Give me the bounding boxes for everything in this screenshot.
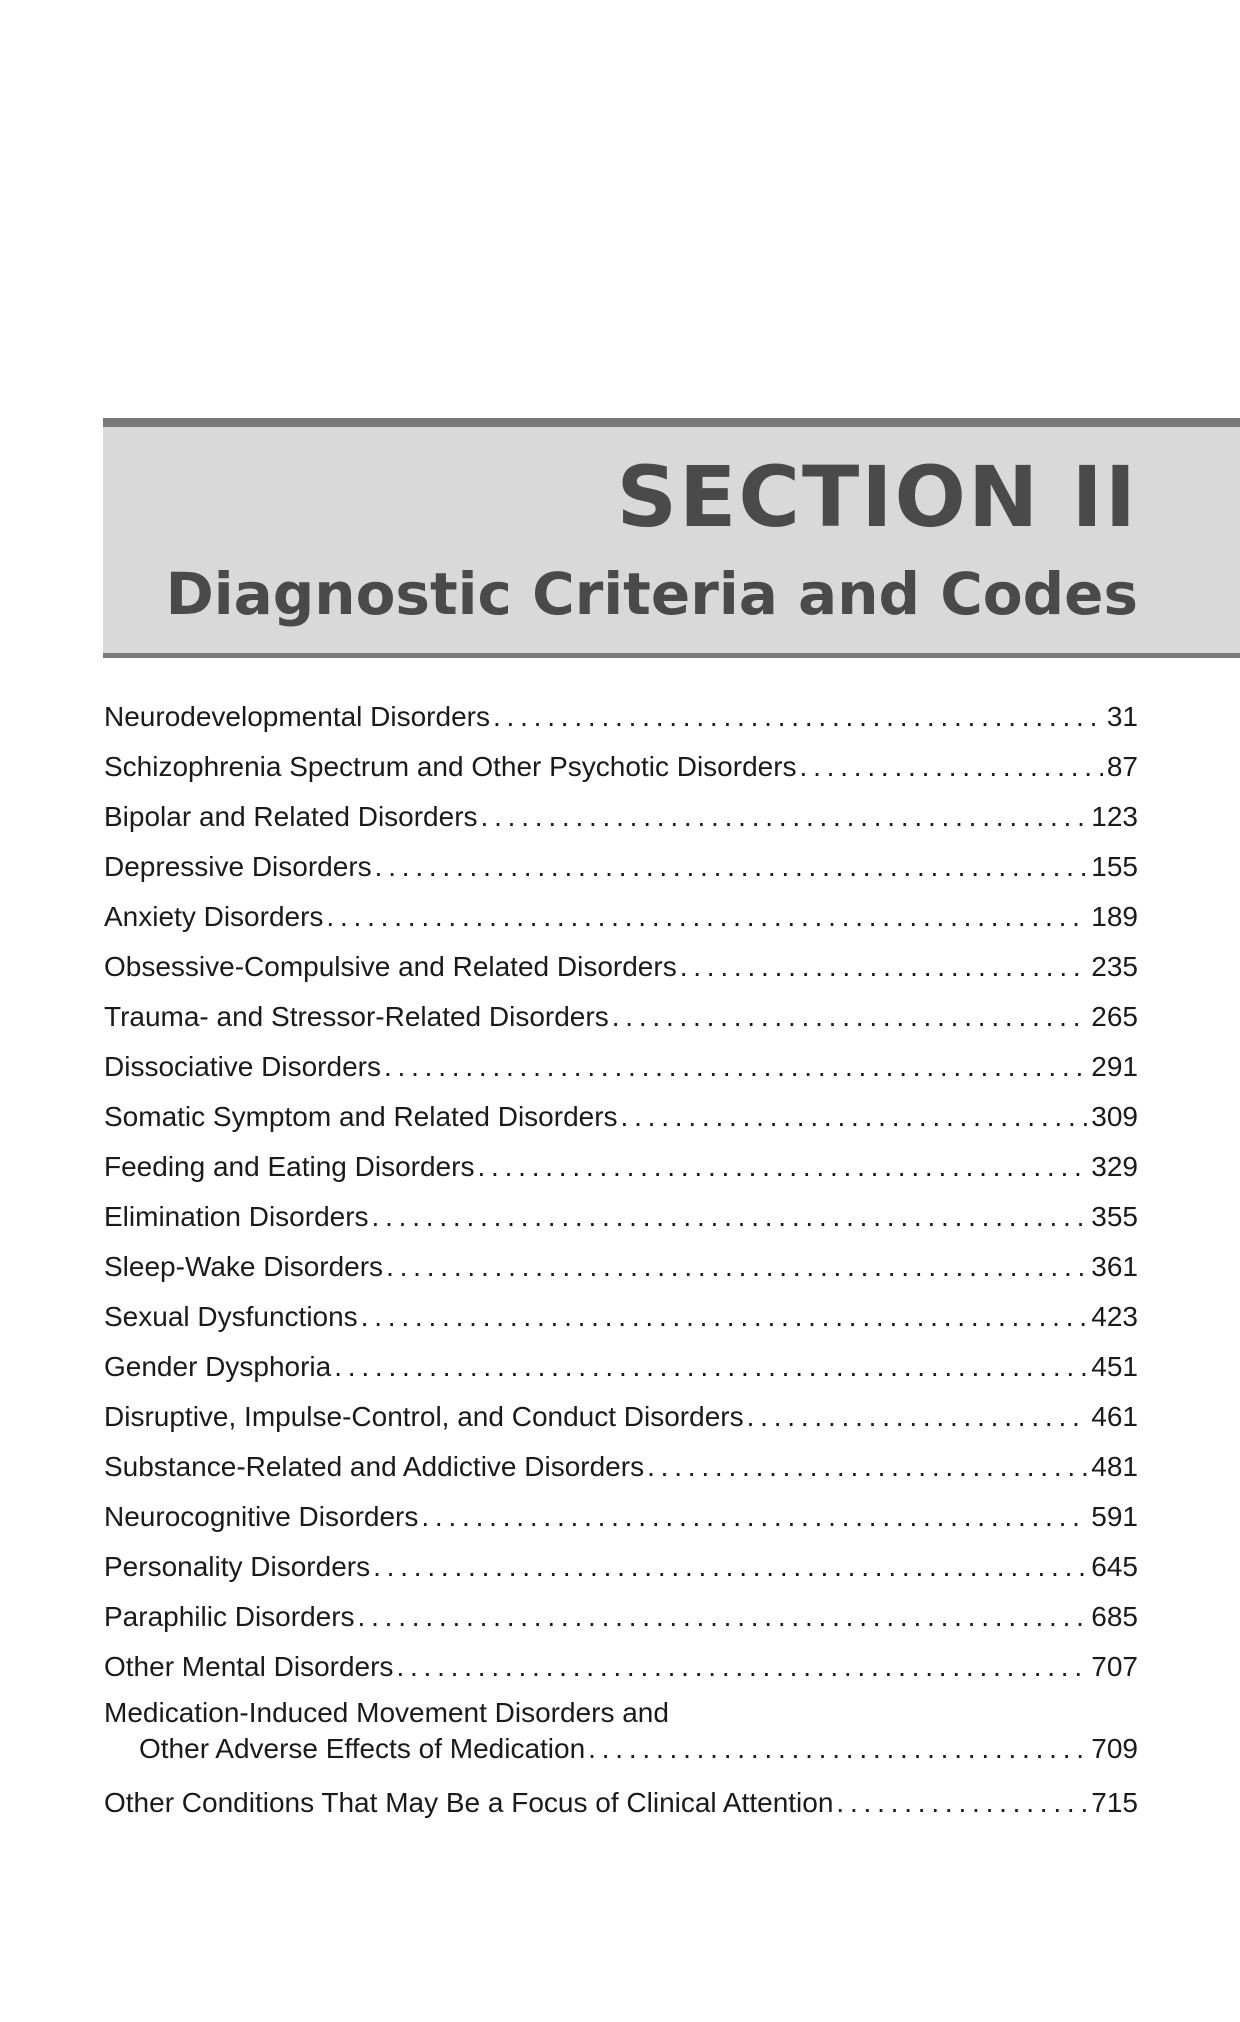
toc-dot-leader [647,1442,1087,1492]
toc-entry-title: Other Conditions That May Be a Focus of Clinical Attention [104,1787,834,1818]
toc-entry-title: Substance-Related and Addictive Disorders [104,1451,645,1482]
toc-entry-title: Sexual Dysfunctions [104,1301,358,1332]
toc-dot-leader [373,1542,1087,1592]
toc-entry-page: 123 [1091,801,1138,832]
toc-dot-leader [621,1092,1088,1142]
toc-entry-title-line2: Other Adverse Effects of Medication [139,1733,586,1764]
toc-entry[interactable] [104,1292,1138,1342]
section-banner [103,418,1240,658]
toc-entry-page: 329 [1091,1151,1138,1182]
toc-entry[interactable] [104,742,1138,792]
toc-entry[interactable] [104,1242,1138,1292]
toc-entry[interactable] [104,1392,1138,1442]
toc-dot-leader [481,792,1088,842]
toc-entry-title: Anxiety Disorders [104,901,324,932]
toc-dot-leader [375,842,1088,892]
toc-entry-page: 235 [1091,951,1138,982]
toc-dot-leader [747,1392,1088,1442]
toc-entry-title: Sleep-Wake Disorders [104,1251,384,1282]
toc-entry[interactable] [104,1442,1138,1492]
toc-entry-title: Neurocognitive Disorders [104,1501,419,1532]
toc-dot-leader [612,992,1088,1042]
toc-dot-leader [680,942,1088,992]
toc-entry-page: 423 [1091,1301,1138,1332]
toc-entry-page: 87 [1106,751,1138,782]
toc-entry-page: 309 [1091,1101,1138,1132]
toc-entry[interactable] [104,1592,1138,1642]
toc-entry-title: Schizophrenia Spectrum and Other Psychotic Disorders [104,751,797,782]
toc-entry-page: 461 [1091,1401,1138,1432]
toc-entry-page: 361 [1091,1251,1138,1282]
toc-dot-leader [477,1142,1087,1192]
toc-dot-leader [421,1492,1087,1542]
toc-entry[interactable] [104,1778,1138,1828]
section-title: Diagnostic Criteria and Codes [165,560,1138,628]
toc-entry[interactable] [104,992,1138,1042]
toc-entry-title: Neurodevelopmental Disorders [104,701,490,732]
toc-entry-page: 355 [1091,1201,1138,1232]
toc-entry[interactable] [104,1492,1138,1542]
toc-entry[interactable] [104,1142,1138,1192]
toc-entry-title: Paraphilic Disorders [104,1601,355,1632]
toc-dot-leader [800,742,1103,792]
section-number: SECTION II [616,448,1138,546]
toc-entry-page: 291 [1091,1051,1138,1082]
toc-entry[interactable] [104,792,1138,842]
toc-entry-title: Other Mental Disorders [104,1651,394,1682]
toc-entry-title: Personality Disorders [104,1551,371,1582]
toc-entry-title: Disruptive, Impulse-Control, and Conduct Disorders [104,1401,744,1432]
toc-dot-leader [396,1642,1087,1692]
toc-entry-multiline[interactable] [104,1692,1138,1778]
toc-dot-leader [384,1042,1087,1092]
toc-entry-page: 715 [1091,1787,1138,1818]
toc-entry-title: Gender Dysphoria [104,1351,332,1382]
toc-entry-title: Elimination Disorders [104,1201,369,1232]
toc-dot-leader [836,1778,1087,1828]
toc-entry-page: 707 [1091,1651,1138,1682]
toc-entry[interactable] [104,892,1138,942]
toc-entry-page: 591 [1091,1501,1138,1532]
toc-dot-leader [386,1242,1087,1292]
toc-entry-page: 451 [1091,1351,1138,1382]
toc-entry-page: 685 [1091,1601,1138,1632]
toc-entry-title: Feeding and Eating Disorders [104,1151,475,1182]
toc-entry[interactable] [104,1192,1138,1242]
toc-dot-leader [372,1192,1088,1242]
toc-entry-page: 31 [1106,701,1138,732]
toc-entry-page: 645 [1091,1551,1138,1582]
toc-entry-title: Somatic Symptom and Related Disorders [104,1101,618,1132]
toc-entry[interactable] [104,1342,1138,1392]
toc-entry-title: Depressive Disorders [104,851,372,882]
toc-entry-page: 265 [1091,1001,1138,1032]
toc-entry[interactable] [104,842,1138,892]
toc-dot-leader [588,1731,1087,1767]
toc-entry-title: Dissociative Disorders [104,1051,381,1082]
toc-entry-page: 709 [1091,1733,1138,1764]
toc-entry-title: Obsessive-Compulsive and Related Disorders [104,951,677,982]
toc-entry[interactable] [104,1042,1138,1092]
toc-entry[interactable] [104,692,1138,742]
toc-entry[interactable] [104,1092,1138,1142]
toc-dot-leader [334,1342,1087,1392]
toc-entry[interactable] [104,1542,1138,1592]
toc-entry-page: 189 [1091,901,1138,932]
toc-dot-leader [493,692,1103,742]
toc-entry-title-line1: Medication-Induced Movement Disorders and [104,1697,669,1728]
toc-dot-leader [361,1292,1088,1342]
toc-entry-page: 155 [1091,851,1138,882]
toc-entry-title: Trauma- and Stressor-Related Disorders [104,1001,609,1032]
toc-entry-page: 481 [1091,1451,1138,1482]
toc-entry[interactable] [104,942,1138,992]
toc-entry-title: Bipolar and Related Disorders [104,801,478,832]
toc-dot-leader [326,892,1087,942]
toc-dot-leader [358,1592,1088,1642]
toc-entry[interactable] [104,1642,1138,1692]
table-of-contents [104,692,1138,1828]
